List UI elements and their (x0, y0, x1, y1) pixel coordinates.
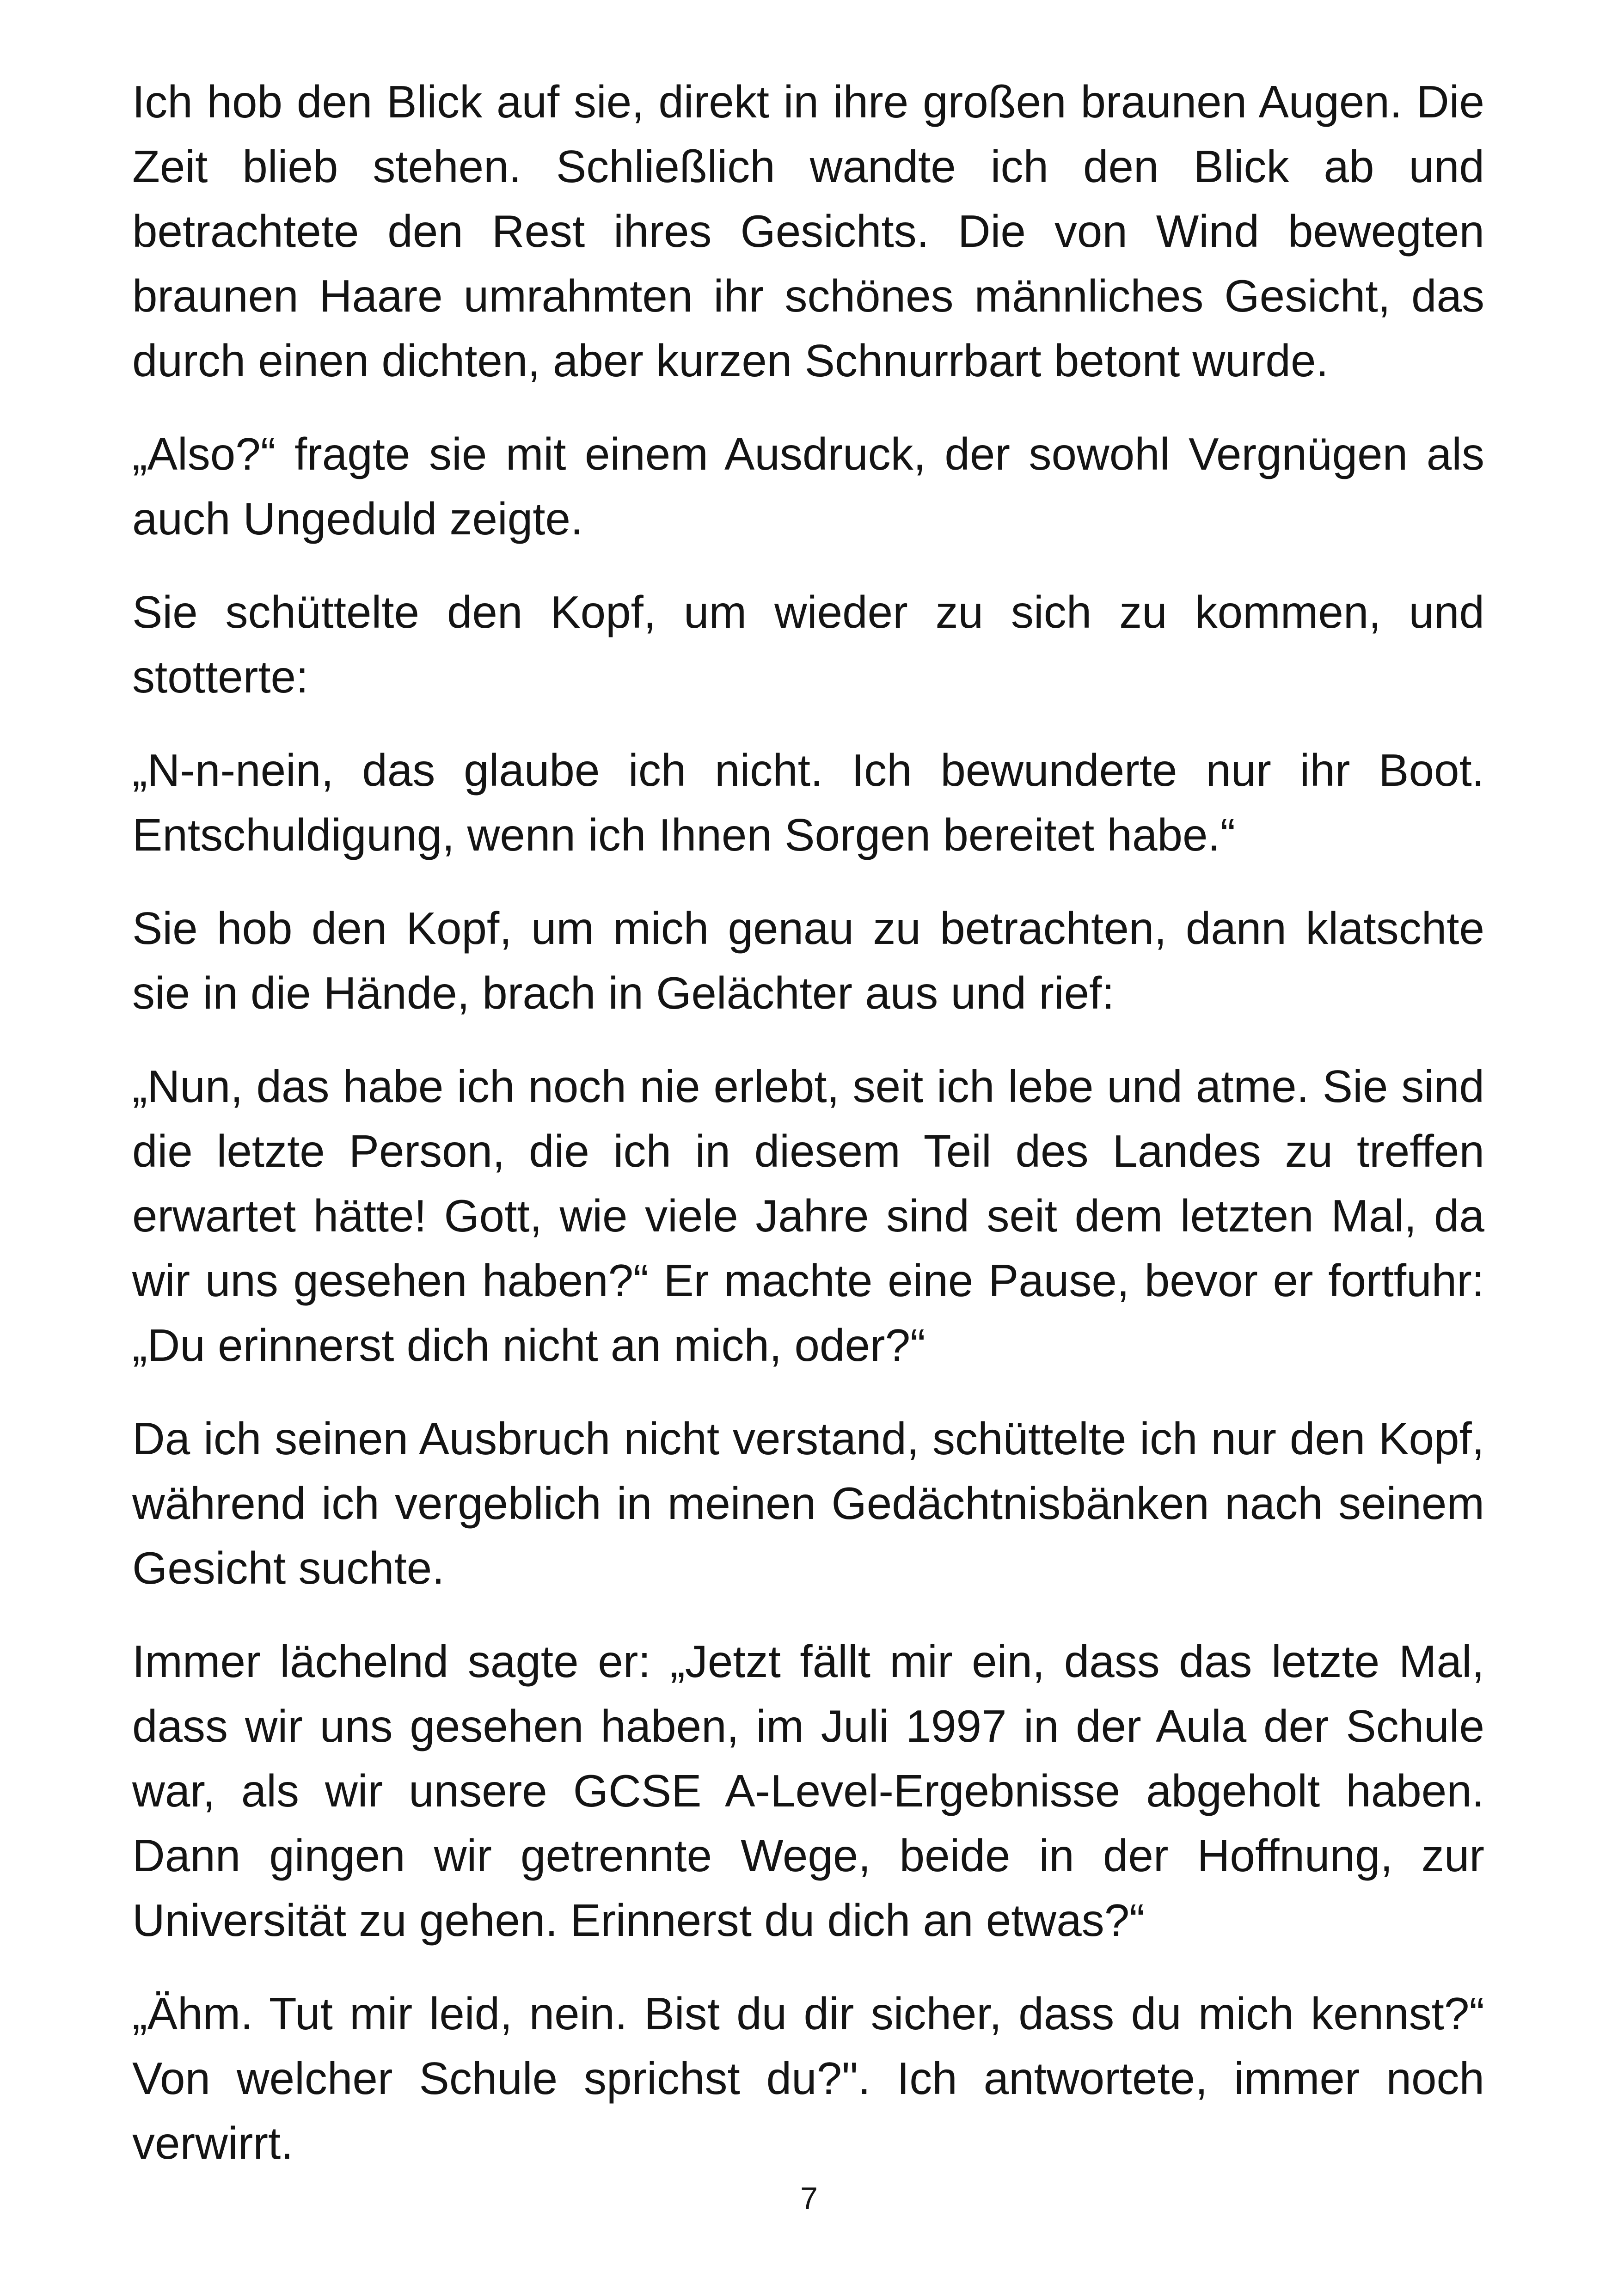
paragraph: Da ich seinen Ausbruch nicht verstand, schüttelte ich nur den Kopf, während ich vergeblich in meinen Gedächtnisbänken nach seinem Gesicht suchte. (132, 1413, 1484, 1593)
page-number: 7 (800, 2181, 818, 2216)
paragraph: Immer lächelnd sagte er: „Jetzt fällt mir ein, dass das letzte Mal, dass wir uns gesehen haben, im Juli 1997 in der Aula der Schule war, als wir unsere GCSE A-Level-Ergebnisse abgeholt haben. Dann gingen wir getrennte Wege, beide in der Hoffnung, zur Universität zu gehen. Erinnerst du dich an etwas?“ (132, 1636, 1484, 1946)
paragraph: Sie hob den Kopf, um mich genau zu betrachten, dann klatschte sie in die Hände, brach in Gelächter aus und rief: (132, 903, 1484, 1018)
body-text (132, 69, 1484, 2204)
paragraph: Ich hob den Blick auf sie, direkt in ihre großen braunen Augen. Die Zeit blieb stehen. Schließlich wandte ich den Blick ab und betrachtete den Rest ihres Gesichts. Die von Wind bewegten braunen Haare umrahmten ihr schönes männliches Gesicht, das durch einen dichten, aber kurzen Schnurrbart betont wurde. (132, 76, 1484, 386)
paragraph: „Ähm. Tut mir leid, nein. Bist du dir sicher, dass du mich kennst?“ Von welcher Schule sprichst du?". Ich antwortete, immer noch verwirrt. (132, 1988, 1484, 2168)
paragraph: „N-n-nein, das glaube ich nicht. Ich bewunderte nur ihr Boot. Entschuldigung, wenn ich Ihnen Sorgen bereitet habe.“ (132, 745, 1484, 860)
paragraph: Sie schüttelte den Kopf, um wieder zu sich zu kommen, und stotterte: (132, 587, 1484, 702)
paragraph: „Nun, das habe ich noch nie erlebt, seit ich lebe und atme. Sie sind die letzte Person, die ich in diesem Teil des Landes zu treffen erwartet hätte! Gott, wie viele Jahre sind seit dem letzten Mal, da wir uns gesehen haben?“ Er machte eine Pause, bevor er fortfuhr: „Du erinnerst dich nicht an mich, oder?“ (132, 1061, 1484, 1371)
paragraph: „Also?“ fragte sie mit einem Ausdruck, der sowohl Vergnügen als auch Ungeduld zeigte. (132, 429, 1484, 544)
